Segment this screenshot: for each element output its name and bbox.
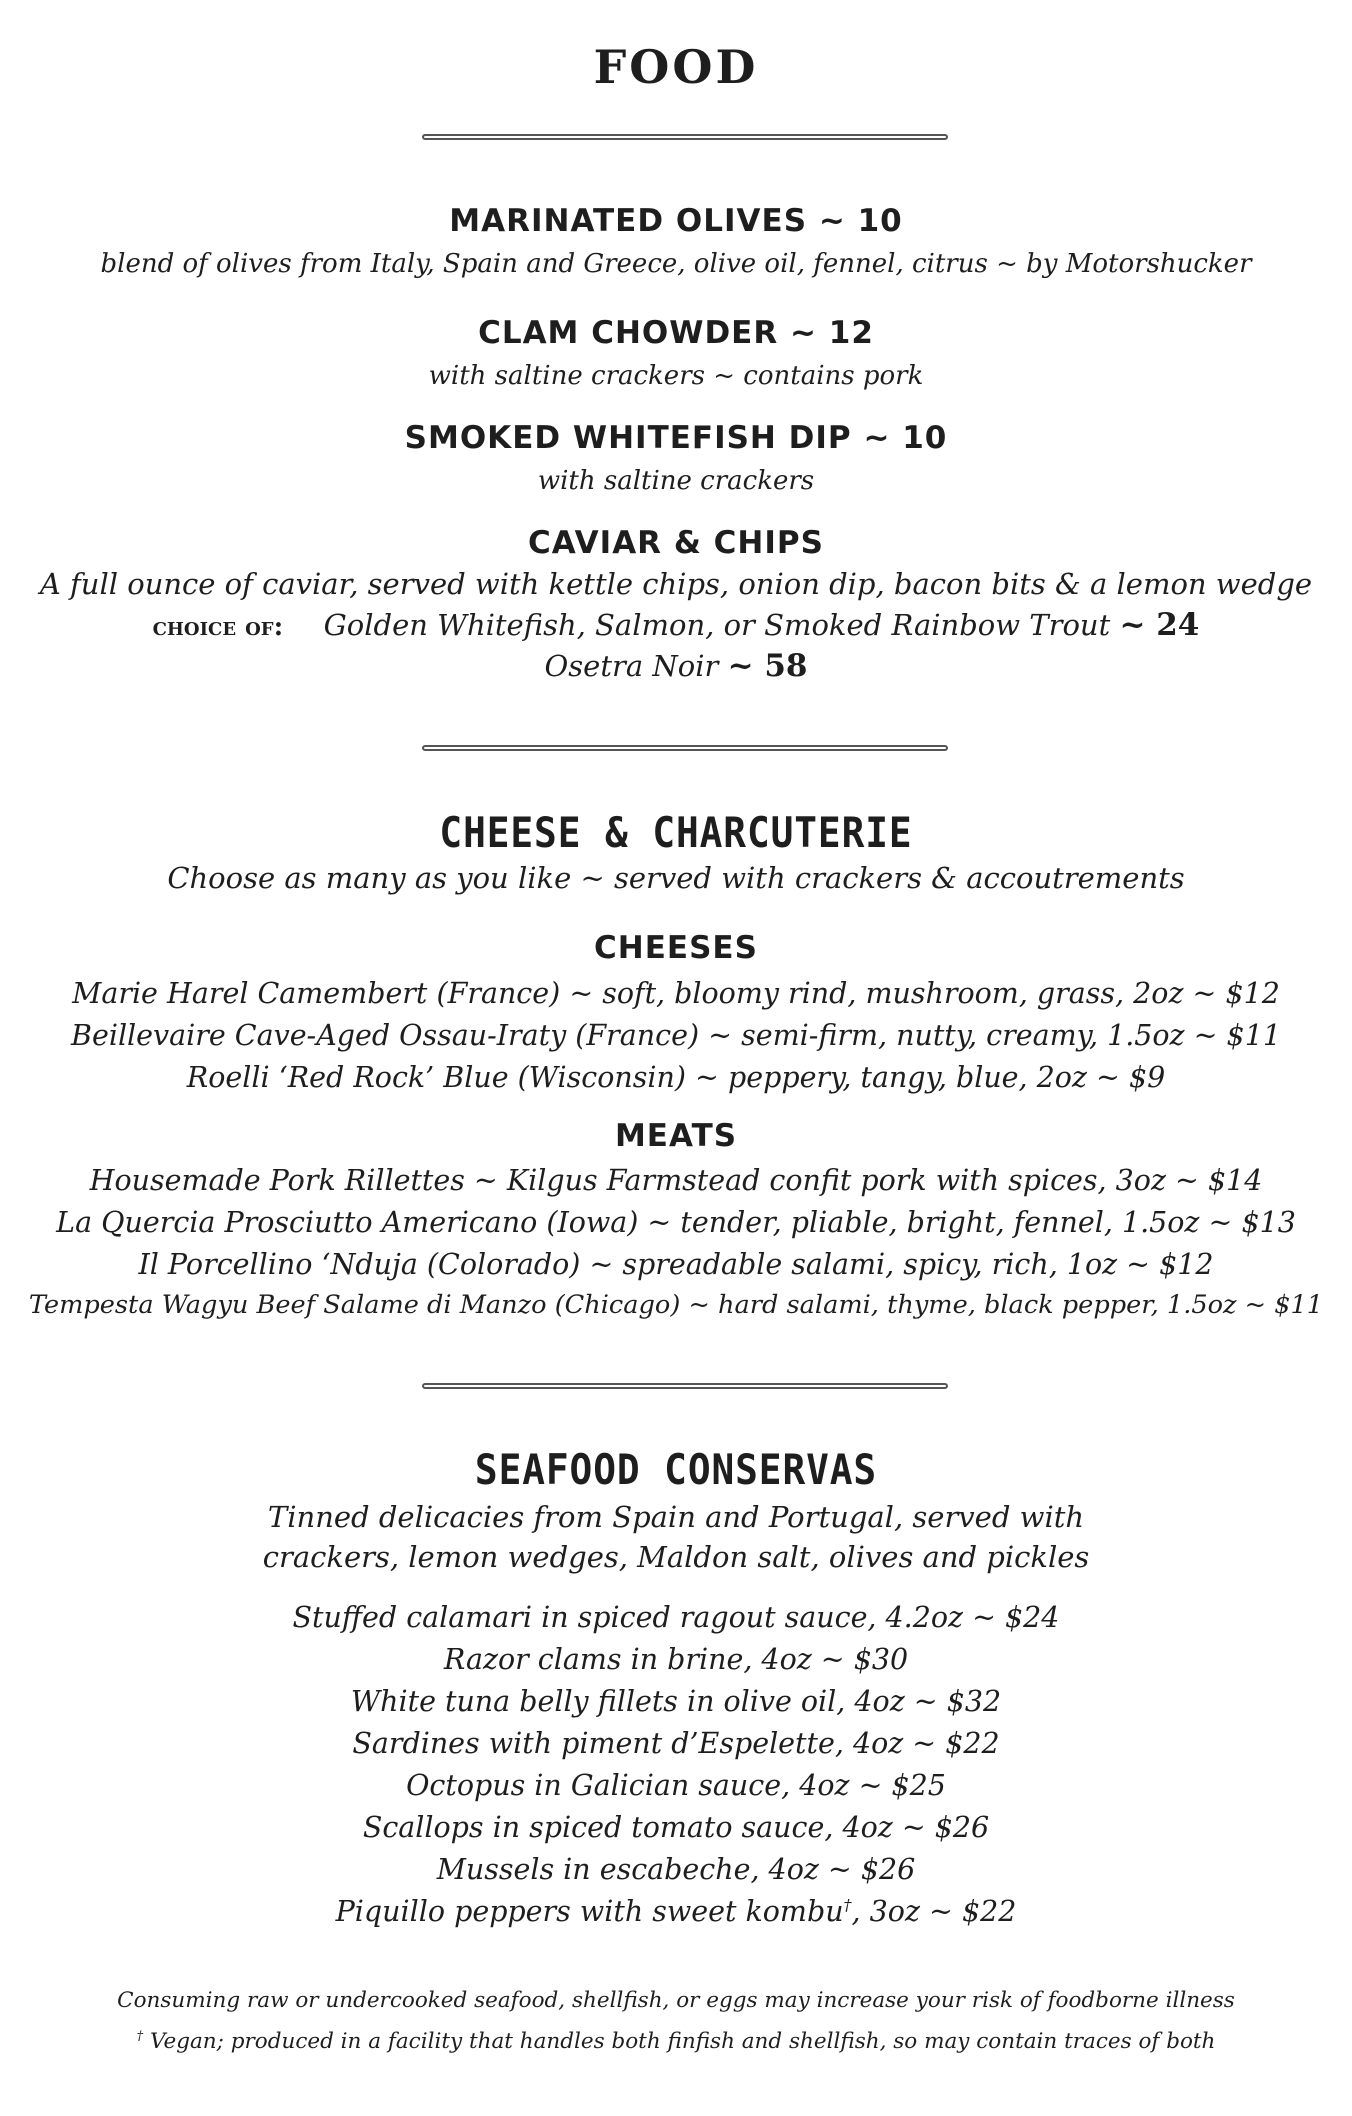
footnote-vegan [0,2029,1352,2054]
list-item-meat: La Quercia Prosciutto Americano (Iowa) ~ tender, pliable, bright, fennel, 1.5oz ~ $13 [56,1206,1296,1239]
section-subtitle-seafood: crackers, lemon wedges, Maldon salt, olives and pickles [262,1540,1090,1574]
choice-label: choice of: [152,612,284,642]
list-item-meat: Tempesta Wagyu Beef Salame di Manzo (Chicago) ~ hard salami, thyme, black pepper, 1.5oz ~ $11 [28,1290,1324,1320]
item-name-whitefish-dip: SMOKED WHITEFISH DIP ~ 10 [404,420,948,456]
dagger-mark: † [843,1895,852,1915]
item-desc-caviar: A full ounce of caviar, served with kettle chips, onion dip, bacon bits & a lemon wedge [39,567,1313,601]
list-item-seafood: Octopus in Galician sauce, 4oz ~ $25 [406,1769,946,1802]
seafood-last-item-text: Piquillo peppers with sweet kombu [335,1895,844,1928]
list-item-seafood [0,1895,1352,1928]
list-item-meat: Housemade Pork Rillettes ~ Kilgus Farmstead confit pork with spices, 3oz ~ $14 [89,1164,1263,1197]
section-heading-seafood: SEAFOOD CONSERVAS [474,1445,878,1494]
item-desc-chowder: with saltine crackers ~ contains pork [428,361,924,391]
seafood-last-item-price: , 3oz ~ $22 [851,1895,1017,1928]
caviar-option-line-2 [0,648,1352,684]
list-item-cheese: Marie Harel Camembert (France) ~ soft, bloomy rind, mushroom, grass, 2oz ~ $12 [72,977,1280,1010]
item-name-caviar: CAVIAR & CHIPS [528,525,824,561]
list-item-seafood: Razor clams in brine, 4oz ~ $30 [443,1643,909,1676]
caviar-price-1: ~ 24 [1119,607,1200,643]
section-heading-cheese: CHEESE & CHARCUTERIE [439,808,913,857]
list-item-meat: Il Porcellino ‘Nduja (Colorado) ~ spreadable salami, spicy, rich, 1oz ~ $12 [138,1248,1214,1281]
list-item-cheese: Beillevaire Cave-Aged Ossau-Iraty (France) ~ semi-firm, nutty, creamy, 1.5oz ~ $11 [71,1019,1281,1052]
item-desc-whitefish-dip: with saltine crackers [537,466,815,496]
divider [422,134,948,140]
list-item-seafood: Stuffed calamari in spiced ragout sauce, 4.2oz ~ $24 [292,1601,1060,1634]
item-desc-olives: blend of olives from Italy, Spain and Greece, olive oil, fennel, citrus ~ by Motorshucker [100,249,1252,279]
caviar-options-1: Golden Whitefish, Salmon, or Smoked Rainbow Trout [323,608,1111,642]
section-subtitle-seafood: Tinned delicacies from Spain and Portugal, served with [267,1500,1085,1534]
subheading-cheeses: CHEESES [594,930,758,966]
footnote-vegan-text: Vegan; produced in a facility that handles both finfish and shellfish, so may contain traces of both [149,2029,1216,2055]
footnote-warning: Consuming raw or undercooked seafood, shellfish, or eggs may increase your risk of foodborne illness [117,1988,1235,2013]
caviar-options-2: Osetra Noir [544,649,719,683]
section-subtitle-cheese: Choose as many as you like ~ served with crackers & accoutrements [167,861,1185,895]
divider [422,1383,948,1389]
page-title: FOOD [593,40,759,94]
divider [422,745,948,751]
item-name-chowder: CLAM CHOWDER ~ 12 [478,315,874,351]
subheading-meats: MEATS [614,1118,738,1154]
caviar-choice-line [0,607,1352,643]
list-item-seafood: Sardines with piment d’Espelette, 4oz ~ $22 [352,1727,1000,1760]
list-item-cheese: Roelli ‘Red Rock’ Blue (Wisconsin) ~ peppery, tangy, blue, 2oz ~ $9 [186,1061,1166,1094]
list-item-seafood: White tuna belly fillets in olive oil, 4oz ~ $32 [350,1685,1002,1718]
caviar-price-2: ~ 58 [727,648,808,684]
item-name-olives: MARINATED OLIVES ~ 10 [449,203,903,239]
list-item-seafood: Mussels in escabeche, 4oz ~ $26 [436,1853,916,1886]
dagger-mark: † [136,2029,144,2044]
list-item-seafood: Scallops in spiced tomato sauce, 4oz ~ $26 [362,1811,990,1844]
